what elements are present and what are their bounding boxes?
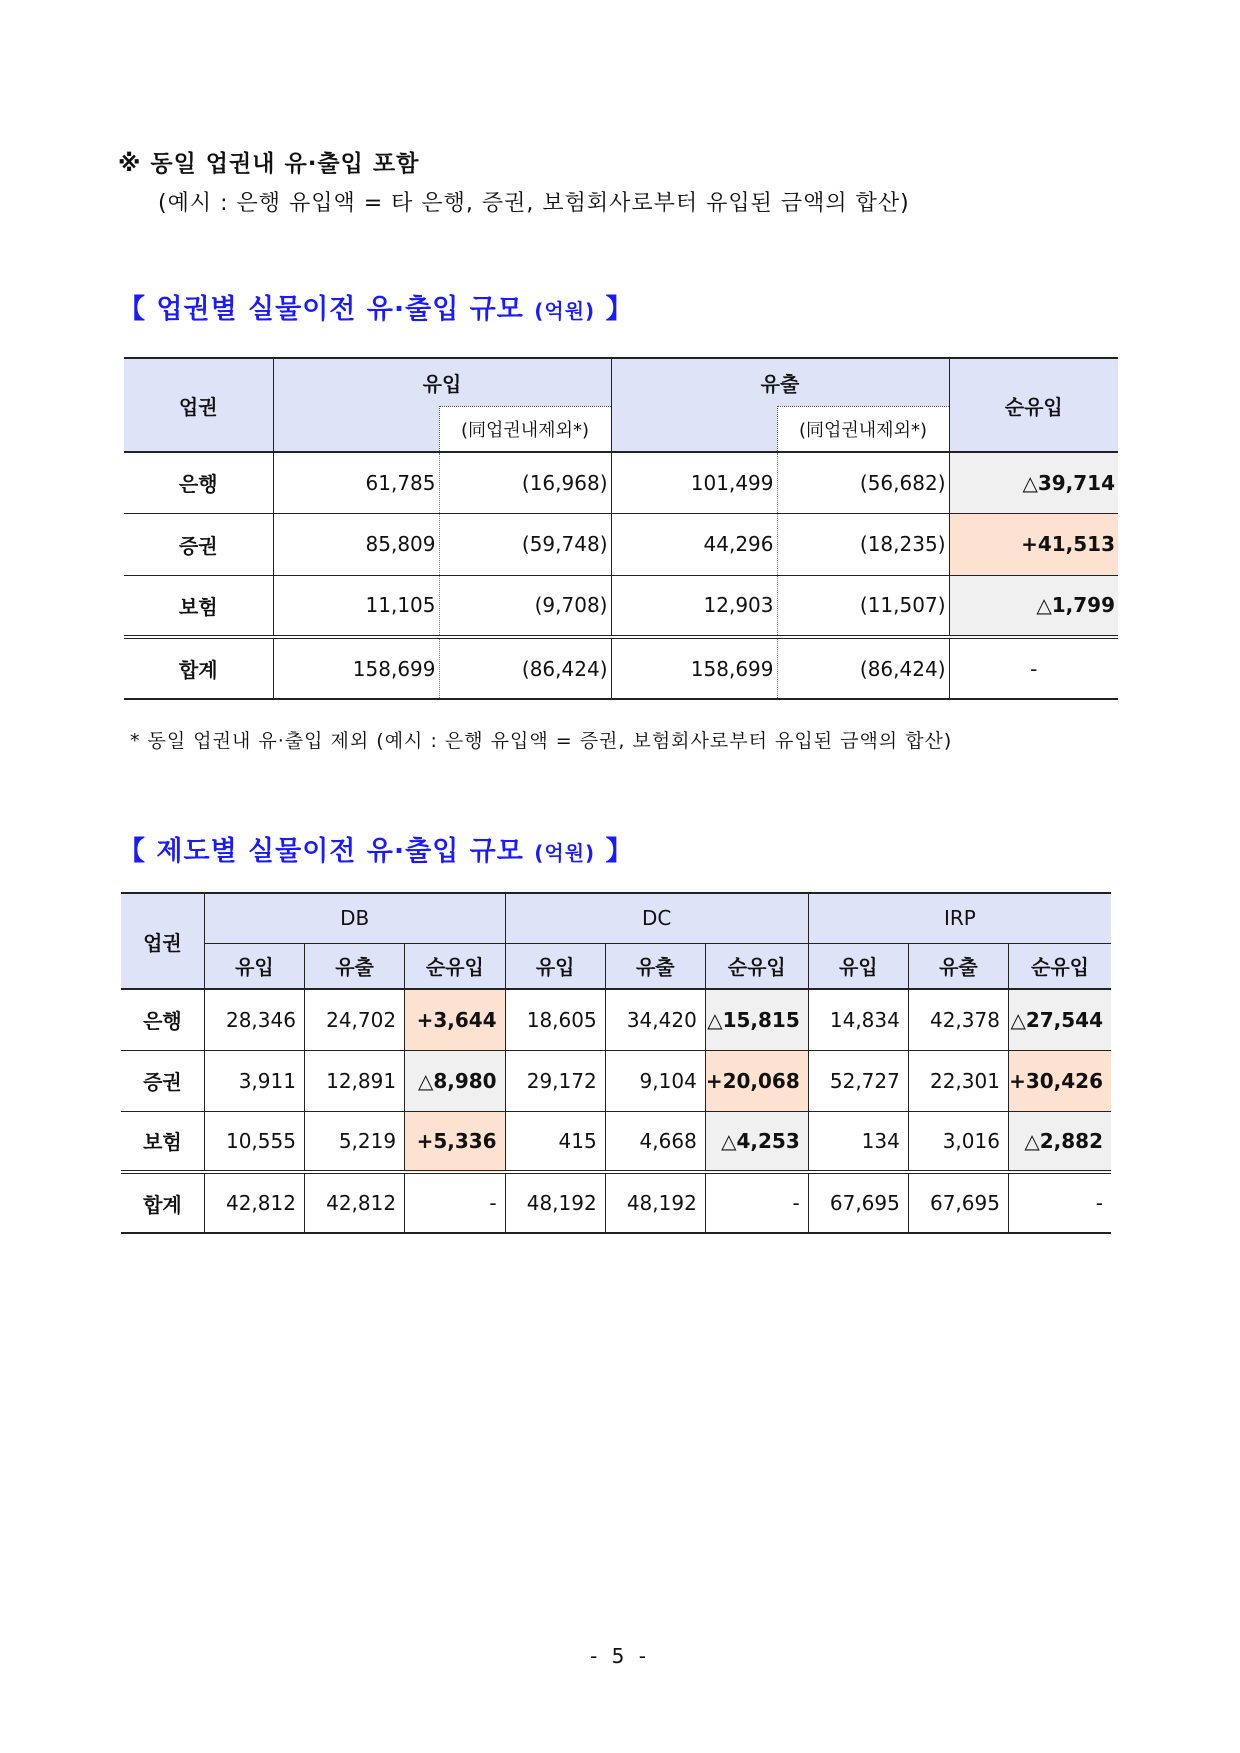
t1-row-securities bbox=[124, 513, 1118, 575]
t2-cell: 5,219 bbox=[304, 1111, 404, 1172]
t1-cell: (86,424) bbox=[439, 637, 611, 699]
t2-net-cell: - bbox=[705, 1172, 808, 1233]
t1-header-inflow-blank bbox=[273, 406, 439, 452]
t2-cell: 12,891 bbox=[304, 1050, 404, 1111]
section1-close: 】 bbox=[605, 294, 634, 325]
t2-cell: 10,555 bbox=[204, 1111, 304, 1172]
t2-cell: 4,668 bbox=[605, 1111, 705, 1172]
t1-net-cell: - bbox=[949, 637, 1118, 699]
t2-row-bank bbox=[121, 989, 1111, 1050]
t1-cell: 158,699 bbox=[611, 637, 777, 699]
t1-row-insurance bbox=[124, 575, 1118, 637]
t2-cell: 42,378 bbox=[908, 989, 1008, 1050]
t1-header-inflow: 유입 bbox=[273, 358, 611, 406]
t2-cell: 29,172 bbox=[505, 1050, 605, 1111]
t1-cell: (9,708) bbox=[439, 575, 611, 637]
t2-subheader: 유출 bbox=[908, 943, 1008, 989]
t2-cell: 415 bbox=[505, 1111, 605, 1172]
t2-header-db: DB bbox=[204, 893, 505, 943]
t1-net-cell: △1,799 bbox=[949, 575, 1118, 637]
t2-cell: 48,192 bbox=[505, 1172, 605, 1233]
t2-subheader: 유입 bbox=[808, 943, 908, 989]
t1-cell: 85,809 bbox=[273, 513, 439, 575]
t1-cell: (11,507) bbox=[777, 575, 949, 637]
t2-cell: 42,812 bbox=[204, 1172, 304, 1233]
t1-cell: (59,748) bbox=[439, 513, 611, 575]
t2-net-cell: △27,544 bbox=[1008, 989, 1111, 1050]
section2-close: 】 bbox=[605, 836, 634, 867]
t2-subheader: 유출 bbox=[304, 943, 404, 989]
t2-net-cell: △4,253 bbox=[705, 1111, 808, 1172]
t2-subheader: 유입 bbox=[204, 943, 304, 989]
t1-net-cell: △39,714 bbox=[949, 452, 1118, 513]
note-heading: ※ 동일 업권내 유·출입 포함 bbox=[118, 151, 420, 177]
t1-header-inflow-excl: (同업권내제외*) bbox=[439, 406, 611, 452]
t1-row-label: 보험 bbox=[124, 575, 273, 637]
t1-header-sector: 업권 bbox=[124, 358, 273, 452]
t2-row-securities bbox=[121, 1050, 1111, 1111]
t2-cell: 34,420 bbox=[605, 989, 705, 1050]
t2-cell: 3,911 bbox=[204, 1050, 304, 1111]
t2-row-total bbox=[121, 1172, 1111, 1233]
t2-net-cell: +3,644 bbox=[405, 989, 506, 1050]
t1-cell: 12,903 bbox=[611, 575, 777, 637]
t2-cell: 9,104 bbox=[605, 1050, 705, 1111]
t2-subheader: 유출 bbox=[605, 943, 705, 989]
section2-unit: (억원) bbox=[534, 841, 596, 865]
t2-net-cell: △15,815 bbox=[705, 989, 808, 1050]
t1-net-cell: +41,513 bbox=[949, 513, 1118, 575]
t1-header-outflow: 유출 bbox=[611, 358, 949, 406]
t2-cell: 22,301 bbox=[908, 1050, 1008, 1111]
t2-cell: 14,834 bbox=[808, 989, 908, 1050]
t2-net-cell: +5,336 bbox=[405, 1111, 506, 1172]
t1-row-label: 합계 bbox=[124, 637, 273, 699]
t1-cell: 101,499 bbox=[611, 452, 777, 513]
t2-subheader: 순유입 bbox=[705, 943, 808, 989]
t1-row-label: 증권 bbox=[124, 513, 273, 575]
t1-cell: 11,105 bbox=[273, 575, 439, 637]
t2-row-label: 합계 bbox=[121, 1172, 204, 1233]
t1-cell: 61,785 bbox=[273, 452, 439, 513]
t2-cell: 134 bbox=[808, 1111, 908, 1172]
t2-header-sector: 업권 bbox=[121, 893, 204, 989]
t2-row-label: 은행 bbox=[121, 989, 204, 1050]
section2-title bbox=[118, 829, 634, 868]
section1-footnote: * 동일 업권내 유·출입 제외 (예시 : 은행 유입액 = 증권, 보험회사로부터 유입된 금액의 합산) bbox=[130, 730, 953, 752]
t2-cell: 42,812 bbox=[304, 1172, 404, 1233]
t2-header-irp: IRP bbox=[808, 893, 1111, 943]
t2-subheader: 유입 bbox=[505, 943, 605, 989]
t1-header-outflow-blank bbox=[611, 406, 777, 452]
t2-row-label: 보험 bbox=[121, 1111, 204, 1172]
t1-cell: (18,235) bbox=[777, 513, 949, 575]
t2-net-cell: +30,426 bbox=[1008, 1050, 1111, 1111]
t1-row-bank bbox=[124, 452, 1118, 513]
t2-net-cell: - bbox=[405, 1172, 506, 1233]
t2-header-dc: DC bbox=[505, 893, 808, 943]
t1-cell: 158,699 bbox=[273, 637, 439, 699]
t2-net-cell: - bbox=[1008, 1172, 1111, 1233]
section1-unit: (억원) bbox=[534, 299, 596, 323]
t1-row-label: 은행 bbox=[124, 452, 273, 513]
t2-subheader: 순유입 bbox=[405, 943, 506, 989]
t2-cell: 67,695 bbox=[808, 1172, 908, 1233]
page-number: - 5 - bbox=[590, 1644, 650, 1668]
t2-net-cell: +20,068 bbox=[705, 1050, 808, 1111]
t1-cell: (86,424) bbox=[777, 637, 949, 699]
t2-cell: 24,702 bbox=[304, 989, 404, 1050]
t2-cell: 67,695 bbox=[908, 1172, 1008, 1233]
t2-net-cell: △8,980 bbox=[405, 1050, 506, 1111]
note-example: (예시 : 은행 유입액 = 타 은행, 증권, 보험회사로부터 유입된 금액의 합산) bbox=[158, 191, 910, 216]
t1-header-outflow-excl: (同업권내제외*) bbox=[777, 406, 949, 452]
t1-row-total bbox=[124, 637, 1118, 699]
t2-cell: 52,727 bbox=[808, 1050, 908, 1111]
t2-cell: 28,346 bbox=[204, 989, 304, 1050]
plan-flow-table bbox=[121, 892, 1111, 1234]
t2-cell: 18,605 bbox=[505, 989, 605, 1050]
t2-subheader: 순유입 bbox=[1008, 943, 1111, 989]
t2-cell: 48,192 bbox=[605, 1172, 705, 1233]
t2-net-cell: △2,882 bbox=[1008, 1111, 1111, 1172]
section1-title-text: 【 업권별 실물이전 유·출입 규모 bbox=[118, 294, 524, 325]
t2-row-insurance bbox=[121, 1111, 1111, 1172]
section1-title bbox=[118, 287, 634, 326]
t1-header-net: 순유입 bbox=[949, 358, 1118, 452]
t1-cell: (16,968) bbox=[439, 452, 611, 513]
t2-row-label: 증권 bbox=[121, 1050, 204, 1111]
t2-cell: 3,016 bbox=[908, 1111, 1008, 1172]
t1-cell: 44,296 bbox=[611, 513, 777, 575]
section2-title-text: 【 제도별 실물이전 유·출입 규모 bbox=[118, 836, 524, 867]
t1-cell: (56,682) bbox=[777, 452, 949, 513]
sector-flow-table bbox=[124, 357, 1118, 700]
